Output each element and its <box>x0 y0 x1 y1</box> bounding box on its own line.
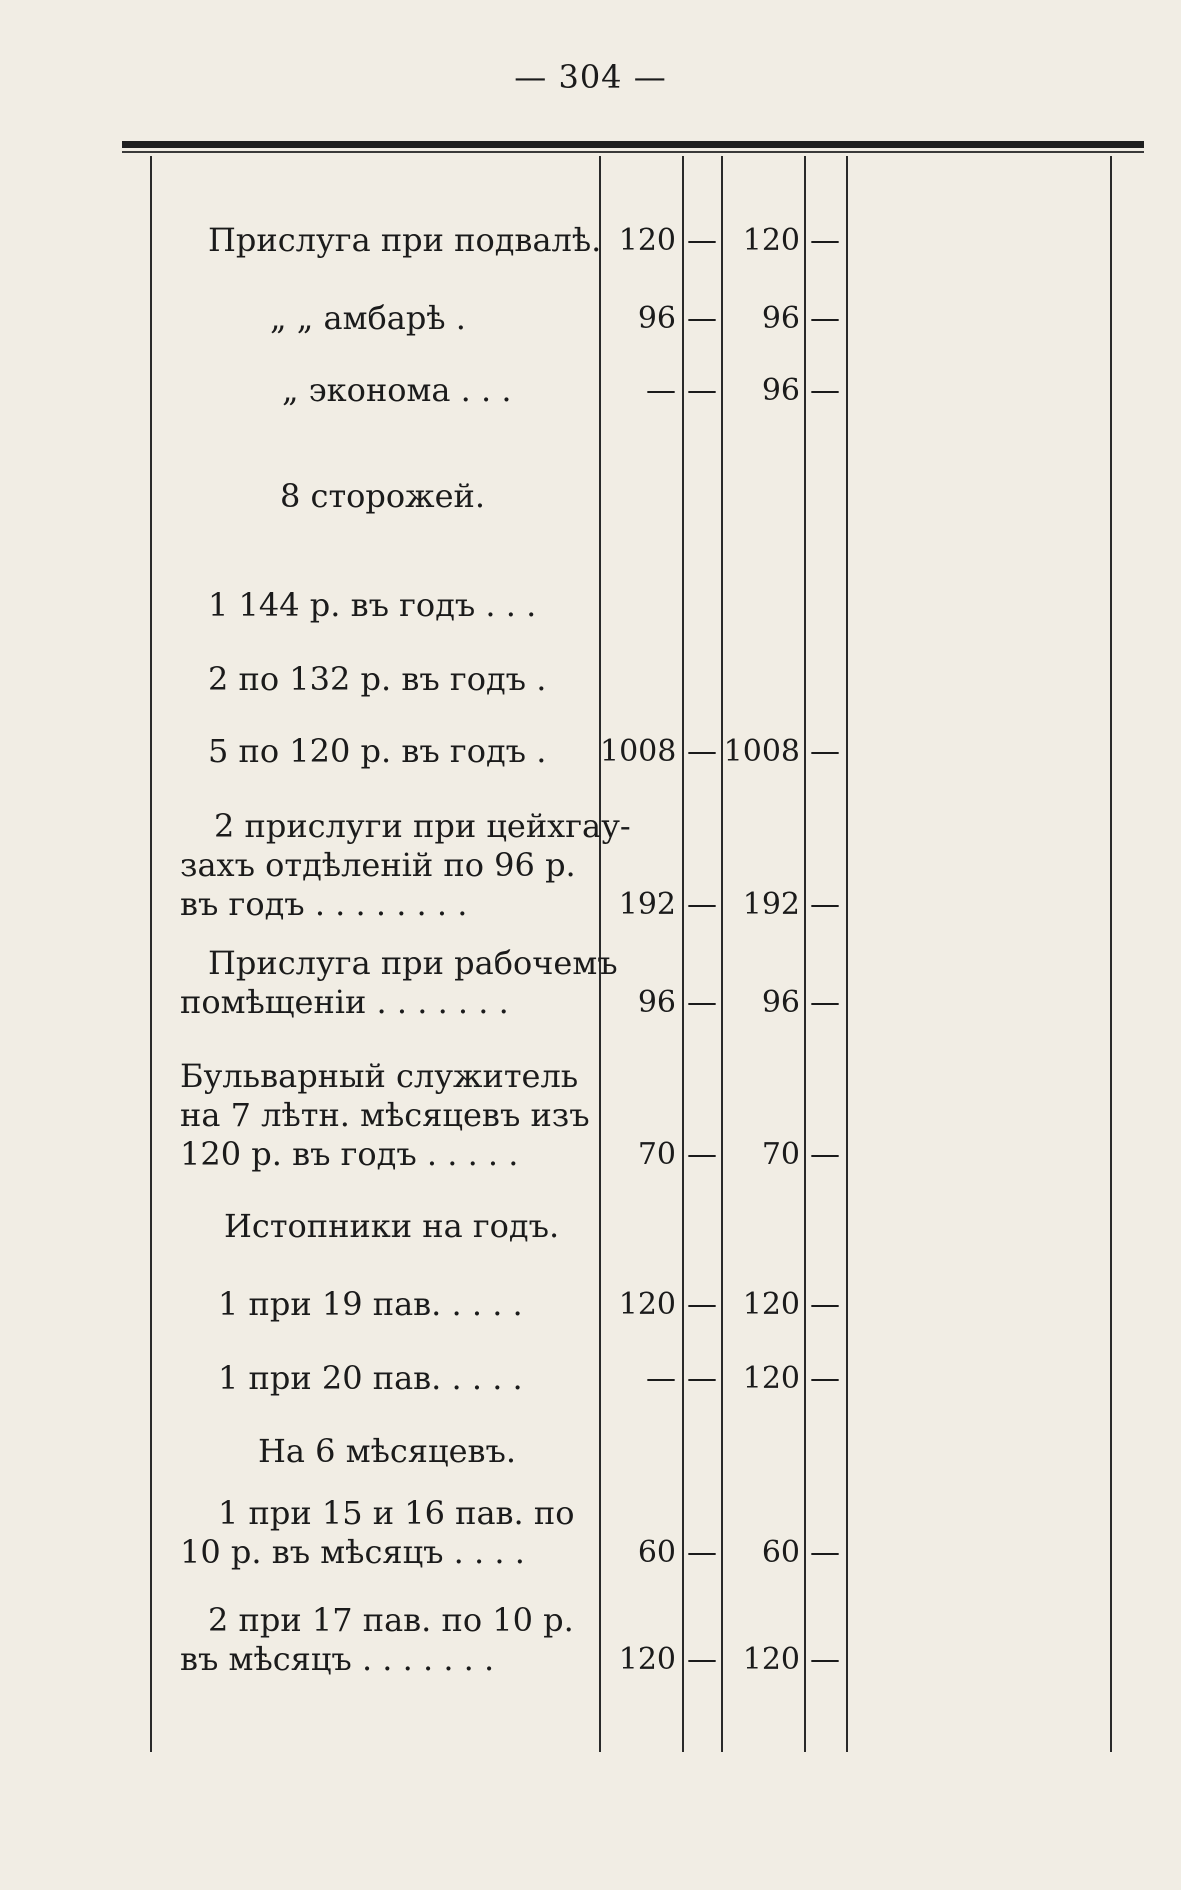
dash-b: — <box>687 373 717 408</box>
row-label: Бульварный служитель <box>180 1057 579 1095</box>
row-label: 1 при 19 пав. . . . . <box>218 1285 523 1323</box>
amount-a: — <box>646 1361 676 1396</box>
header-rule-thin <box>122 151 1144 153</box>
dash-d: — <box>810 1535 840 1570</box>
row-label: Прислуга при подвалѣ. <box>208 221 602 259</box>
amount-c: 192 <box>742 887 800 922</box>
amount-c: 120 <box>742 1642 800 1677</box>
amount-a: 120 <box>618 1287 676 1322</box>
row-label: 2 при 17 пав. по 10 р. <box>208 1601 574 1639</box>
column-line-right <box>1110 156 1112 1752</box>
dash-d: — <box>810 373 840 408</box>
amount-a: 1008 <box>600 734 677 769</box>
row-label: въ годъ . . . . . . . . <box>180 885 468 923</box>
dash-d: — <box>810 1361 840 1396</box>
row-label: 1 при 15 и 16 пав. по <box>218 1494 575 1532</box>
dash-d: — <box>810 223 840 258</box>
amount-c: 60 <box>761 1535 800 1570</box>
amount-a: — <box>646 373 676 408</box>
dash-b: — <box>687 1287 717 1322</box>
row-label: 8 сторожей. <box>280 477 486 515</box>
amount-c: 120 <box>742 1287 800 1322</box>
row-label: „ эконома . . . <box>282 371 512 409</box>
amount-c: 120 <box>742 1361 800 1396</box>
row-label: Прислуга при рабочемъ <box>208 944 618 982</box>
header-rule-thick <box>122 141 1144 148</box>
dash-b: — <box>687 223 717 258</box>
amount-c: 96 <box>761 301 800 336</box>
dash-d: — <box>810 1642 840 1677</box>
row-label: 120 р. въ годъ . . . . . <box>180 1135 519 1173</box>
amount-c: 96 <box>761 373 800 408</box>
dash-d: — <box>810 1137 840 1172</box>
row-label: 10 р. въ мѣсяцъ . . . . <box>180 1533 525 1571</box>
dash-b: — <box>687 1642 717 1677</box>
row-label: въ мѣсяцъ . . . . . . . <box>180 1640 495 1678</box>
amount-c: 96 <box>761 985 800 1020</box>
dash-b: — <box>687 301 717 336</box>
dash-d: — <box>810 985 840 1020</box>
row-label: „ „ амбарѣ . <box>270 299 466 337</box>
column-line-d-end <box>846 156 848 1752</box>
row-label: 2 прислуги при цейхгау- <box>214 807 631 845</box>
amount-a: 120 <box>618 1642 676 1677</box>
dash-b: — <box>687 734 717 769</box>
dash-d: — <box>810 1287 840 1322</box>
amount-c: 120 <box>742 223 800 258</box>
row-label: 2 по 132 р. въ годъ . <box>208 660 547 698</box>
amount-a: 70 <box>637 1137 676 1172</box>
row-label: 1 при 20 пав. . . . . <box>218 1359 523 1397</box>
amount-c: 1008 <box>723 734 800 769</box>
dash-b: — <box>687 887 717 922</box>
dash-b: — <box>687 985 717 1020</box>
row-label: помѣщеніи . . . . . . . <box>180 983 509 1021</box>
row-label: 1 144 р. въ годъ . . . <box>208 586 537 624</box>
row-label: захъ отдѣленій по 96 р. <box>180 846 576 884</box>
amount-a: 192 <box>618 887 676 922</box>
dash-b: — <box>687 1361 717 1396</box>
amount-a: 96 <box>637 301 676 336</box>
dash-d: — <box>810 301 840 336</box>
amount-a: 120 <box>618 223 676 258</box>
dash-b: — <box>687 1535 717 1570</box>
column-line-left <box>150 156 152 1752</box>
dash-b: — <box>687 1137 717 1172</box>
row-label: 5 по 120 р. въ годъ . <box>208 732 547 770</box>
amount-c: 70 <box>761 1137 800 1172</box>
row-label: на 7 лѣтн. мѣсяцевъ изъ <box>180 1096 590 1134</box>
amount-a: 96 <box>637 985 676 1020</box>
row-label: Истопники на годъ. <box>224 1207 560 1245</box>
dash-d: — <box>810 887 840 922</box>
dash-d: — <box>810 734 840 769</box>
row-label: На 6 мѣсяцевъ. <box>258 1432 517 1470</box>
page-number: — 304 — <box>514 58 667 96</box>
amount-a: 60 <box>637 1535 676 1570</box>
